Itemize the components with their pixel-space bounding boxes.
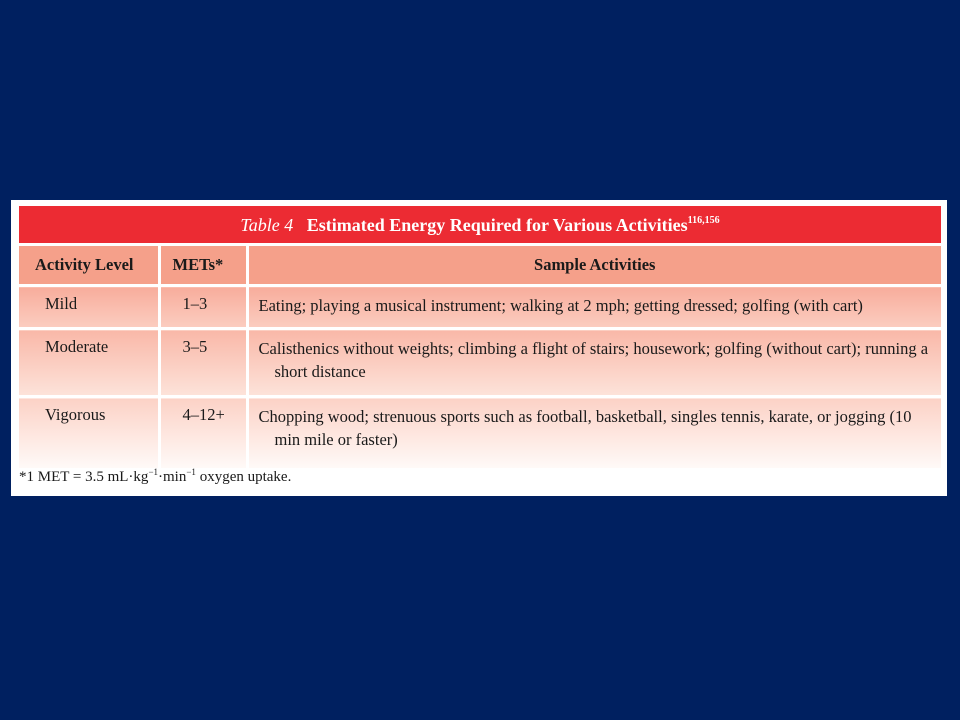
footnote-exponent-kg: −1 — [148, 467, 159, 477]
mets-cell: 1–3 — [159, 286, 247, 329]
sample-activities-cell: Calisthenics without weights; climbing a flight of stairs; housework; golfing (without cart); running a short distance — [247, 329, 941, 397]
table-row — [19, 397, 941, 469]
mets-cell: 4–12+ — [159, 397, 247, 469]
sample-activities-cell: Chopping wood; strenuous sports such as football, basketball, singles tennis, karate, or jogging (10 min mile or faster) — [247, 397, 941, 469]
table-label: Table 4 — [240, 215, 294, 235]
mets-cell: 3–5 — [159, 329, 247, 397]
sample-activities-cell: Eating; playing a musical instrument; walking at 2 mph; getting dressed; golfing (with cart) — [247, 286, 941, 329]
table-row — [19, 286, 941, 329]
column-header-mets: METs* — [159, 246, 247, 286]
column-header-sample-activities: Sample Activities — [247, 246, 941, 286]
activity-level-cell: Moderate — [19, 329, 159, 397]
footnote-mid: ·min — [158, 469, 187, 485]
activity-level-cell: Mild — [19, 286, 159, 329]
footnote-exponent-min: −1 — [186, 467, 196, 477]
mets-table — [19, 246, 941, 468]
footnote-tail: oxygen uptake. — [195, 469, 292, 485]
table-figure — [11, 200, 947, 496]
footnote-lead: *1 MET = 3.5 mL·kg — [19, 469, 149, 485]
table-title: Estimated Energy Required for Various Activities — [306, 215, 688, 235]
table-footnote — [19, 469, 291, 486]
table-title-refs: 116,156 — [687, 215, 720, 226]
table-row — [19, 329, 941, 397]
activity-level-cell: Vigorous — [19, 397, 159, 469]
table-title-bar — [19, 206, 941, 243]
column-header-activity-level: Activity Level — [19, 246, 159, 286]
table-header-row — [19, 246, 941, 286]
